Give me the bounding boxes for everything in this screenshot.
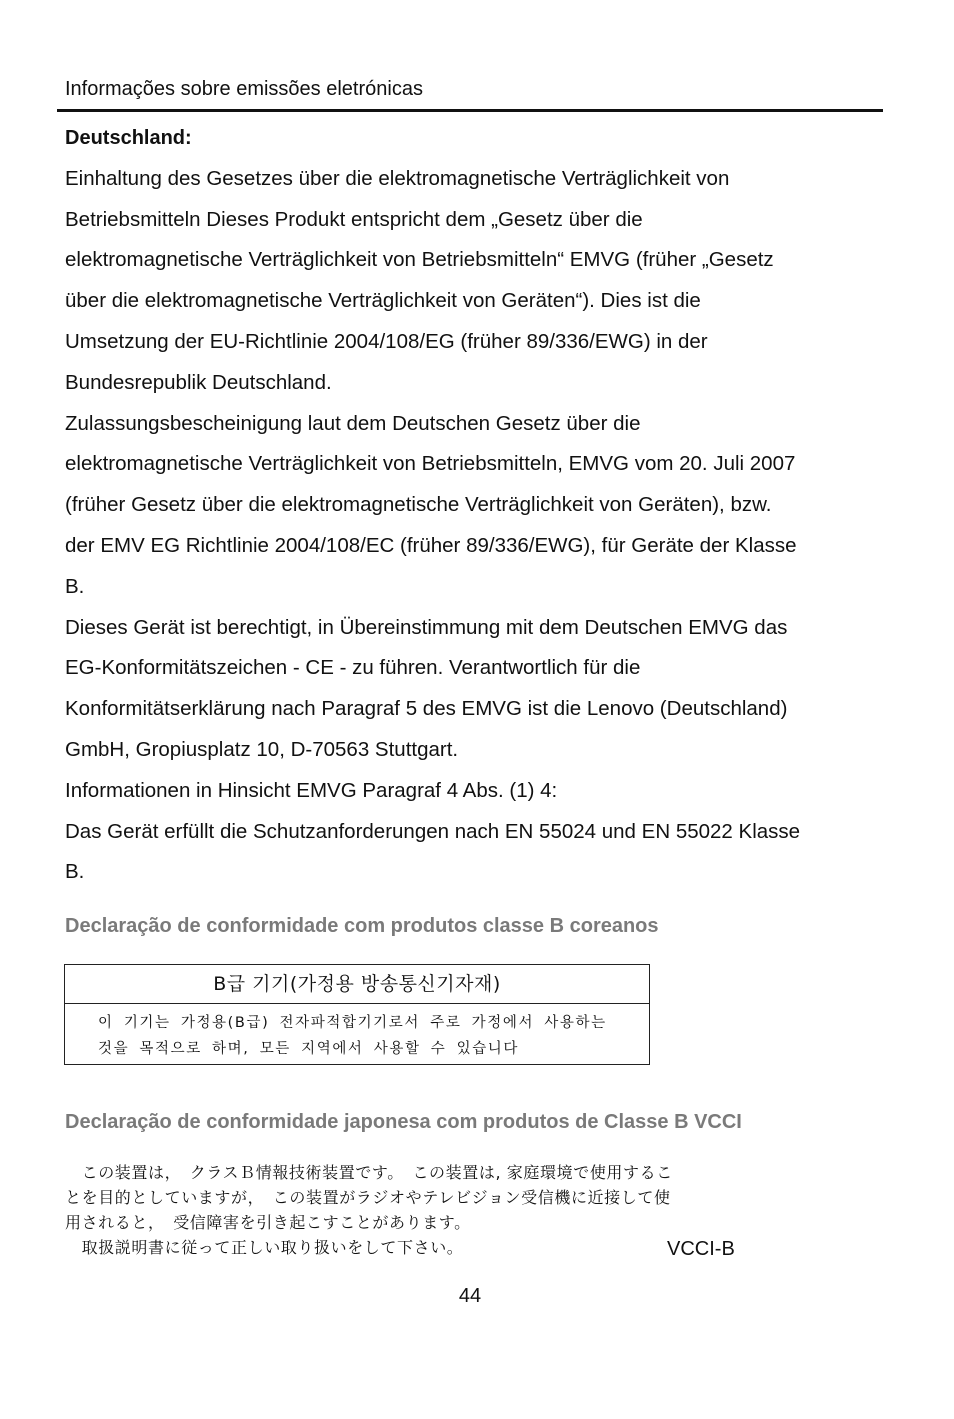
germany-line: (früher Gesetz über die elektromagnetische Verträglichkeit von Geräten), bzw. <box>65 493 772 517</box>
korea-box-title: B급 기기(가정용 방송통신기자재) <box>65 965 649 1004</box>
germany-line: Dieses Gerät ist berechtigt, in Übereinstimmung mit dem Deutschen EMVG das <box>65 615 788 639</box>
japan-line: この装置は， クラスＢ情報技術装置です。 この装置は, 家庭環境で使用するこ <box>65 1163 673 1182</box>
germany-line: B. <box>65 574 85 598</box>
vcci-mark: VCCI-B <box>667 1238 735 1260</box>
germany-line: elektromagnetische Verträglichkeit von Betriebsmitteln, EMVG vom 20. Juli 2007 <box>65 452 796 476</box>
korea-heading: Declaração de conformidade com produtos classe B coreanos <box>65 915 659 937</box>
germany-line: Das Gerät erfüllt die Schutzanforderungen nach EN 55024 und EN 55022 Klasse <box>65 819 801 843</box>
germany-section <box>65 118 895 893</box>
germany-heading: Deutschland: <box>65 127 192 149</box>
header-rule <box>57 109 883 112</box>
korea-box-body <box>65 1004 649 1062</box>
germany-line: Informationen in Hinsicht EMVG Paragraf 4 Abs. (1) 4: <box>65 778 558 802</box>
germany-line: Umsetzung der EU-Richtlinie 2004/108/EG (früher 89/336/EWG) in der <box>65 329 708 353</box>
germany-line: Konformitätserklärung nach Paragraf 5 des EMVG ist die Lenovo (Deutschland) <box>65 697 788 721</box>
germany-line: Betriebsmitteln Dieses Produkt entspricht dem „Gesetz über die <box>65 207 643 231</box>
page-number: 44 <box>458 1285 482 1307</box>
germany-line: EG-Konformitätszeichen - CE - zu führen. Verantwortlich für die <box>65 656 641 680</box>
germany-line: Einhaltung des Gesetzes über die elektromagnetische Verträglichkeit von <box>65 166 730 190</box>
germany-line: Bundesrepublik Deutschland. <box>65 370 332 394</box>
germany-line: Zulassungsbescheinigung laut dem Deutschen Gesetz über die <box>65 411 641 435</box>
germany-line: B. <box>65 860 85 884</box>
running-header-title: Informações sobre emissões eletrónicas <box>65 78 423 100</box>
korea-box-line: 이 기기는 가정용(B급) 전자파적합기기로서 주로 가정에서 사용하는 <box>98 1015 607 1031</box>
korea-box-line: 것을 목적으로 하며, 모든 지역에서 사용할 수 있습니다 <box>98 1041 520 1057</box>
japan-line: 取扱説明書に従って正しい取り扱いをして下さい。 <box>65 1238 464 1257</box>
japan-line: 用されると， 受信障害を引き起こすことがあります。 <box>65 1213 471 1232</box>
germany-line: über die elektromagnetische Verträglichkeit von Geräten“). Dies ist die <box>65 289 701 313</box>
germany-line: GmbH, Gropiusplatz 10, D-70563 Stuttgart. <box>65 737 459 761</box>
korea-notice-box <box>64 964 650 1065</box>
japan-heading: Declaração de conformidade japonesa com produtos de Classe B VCCI <box>65 1111 742 1133</box>
germany-line: elektromagnetische Verträglichkeit von Betriebsmitteln“ EMVG (früher „Gesetz <box>65 248 774 272</box>
germany-line: der EMV EG Richtlinie 2004/108/EC (früher 89/336/EWG), für Geräte der Klasse <box>65 533 797 557</box>
japan-line: とを目的としていますが， この装置がラジオやテレビジョン受信機に近接して使 <box>65 1188 671 1207</box>
